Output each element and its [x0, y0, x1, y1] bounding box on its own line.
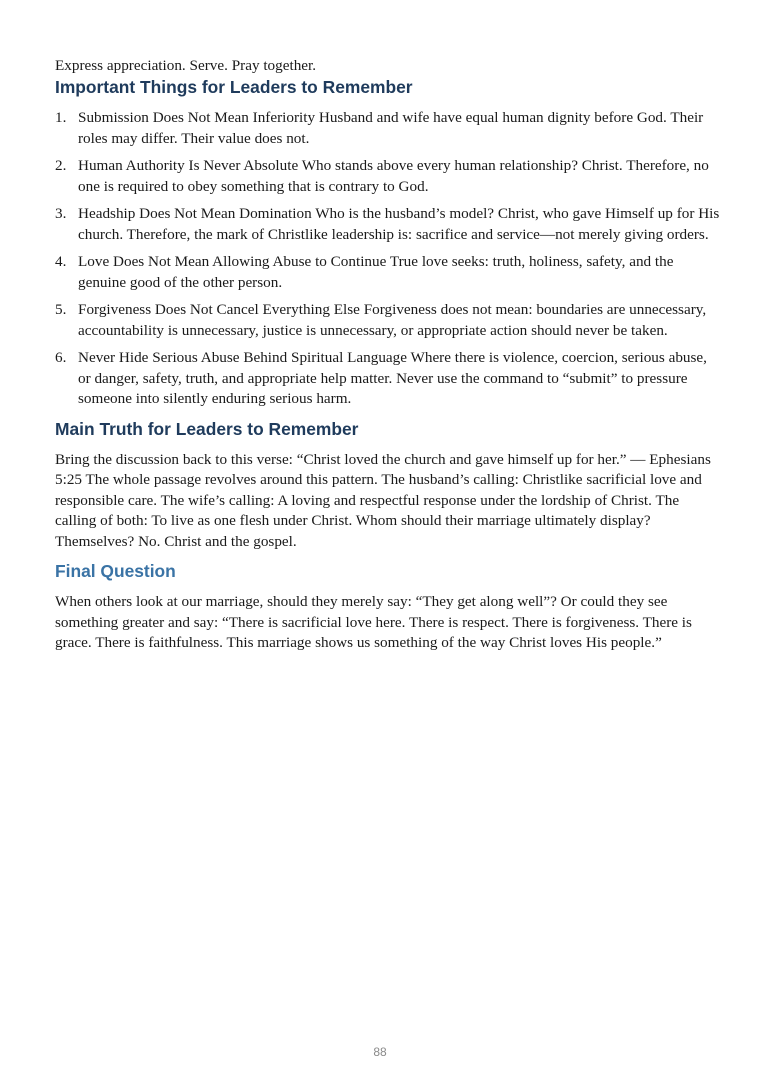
list-item-number: 3.: [55, 205, 67, 222]
list-item-text: Human Authority Is Never Absolute Who stands above every human relationship? Christ. Therefore, no one is required to obey something that is contrary to God.: [78, 157, 709, 195]
list-item-number: 4.: [55, 253, 67, 270]
list-item: [55, 348, 723, 410]
final-question-paragraph: When others look at our marriage, should they merely say: “They get along well”? Or could they see something greater and say: “There is sacrificial love here. There is respect. There is forgiveness. There is grace. There is faithfulness. This marriage shows us something of the way Christ loves His people.”: [55, 593, 692, 651]
list-item-number: 2.: [55, 157, 67, 174]
list-item: [55, 156, 723, 197]
important-heading: Important Things for Leaders to Remember: [55, 77, 413, 97]
list-item-text: Headship Does Not Mean Domination Who is the husband’s model? Christ, who gave Himself up for His church. Therefore, the mark of Christlike leadership is: sacrifice and service—not merely giving orders.: [78, 205, 720, 243]
list-item: [55, 252, 723, 293]
page-number: 88: [373, 1045, 387, 1059]
list-item-number: 6.: [55, 349, 67, 366]
list-item: [55, 204, 723, 245]
intro-text: Express appreciation. Serve. Pray together.: [55, 57, 317, 74]
list-item-number: 1.: [55, 109, 67, 126]
final-question-heading: Final Question: [55, 561, 176, 581]
list-item-text: Forgiveness Does Not Cancel Everything Else Forgiveness does not mean: boundaries are unnecessary, accountability is unnecessary, justice is unnecessary, or appropriate action should never be taken.: [78, 301, 707, 339]
main-truth-heading: Main Truth for Leaders to Remember: [55, 418, 359, 439]
list-item-text: Submission Does Not Mean Inferiority Husband and wife have equal human dignity before God. Their roles may differ. Their value does not.: [78, 109, 704, 147]
list-item-number: 5.: [55, 301, 67, 318]
main-truth-paragraph: Bring the discussion back to this verse: “Christ loved the church and gave himself up for her.” — Ephesians 5:25 The whole passage revolves around this pattern. The husband’s calling: Christlike sacrificial love and responsible care. The wife’s calling: A loving and respectful response under the lordship of Christ. The calling of both: To live as one flesh under Christ. Whom should their marriage ultimately display? Themselves? No. Christ and the gospel.: [55, 450, 711, 550]
list-item-text: Never Hide Serious Abuse Behind Spiritual Language Where there is violence, coercion, serious abuse, or danger, safety, truth, and appropriate help matter. Never use the command to “submit” to pressure someone into silently enduring serious harm.: [78, 349, 707, 407]
important-list: [55, 108, 723, 410]
page-content: [55, 56, 723, 654]
list-item: [55, 300, 723, 341]
list-item-text: Love Does Not Mean Allowing Abuse to Continue True love seeks: truth, holiness, safety, and the genuine good of the other person.: [78, 253, 674, 291]
list-item: [55, 108, 723, 149]
